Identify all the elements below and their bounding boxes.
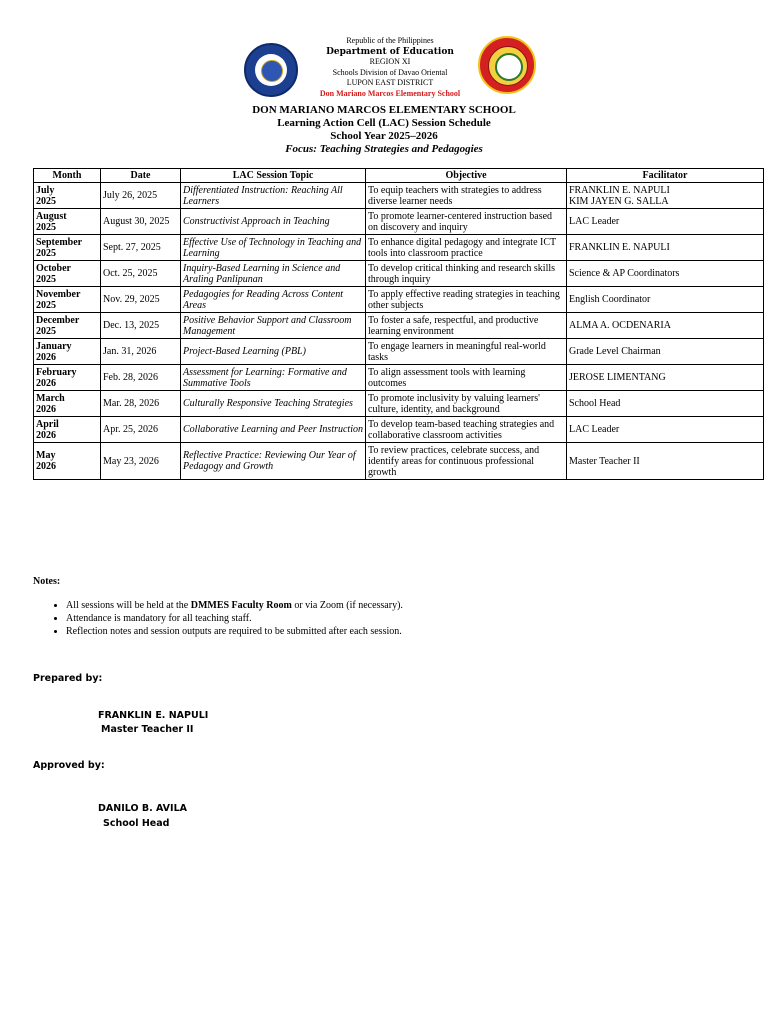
letterhead-republic: Republic of the Philippines bbox=[346, 36, 434, 45]
table-row bbox=[34, 183, 764, 209]
approved-by-label: Approved by: bbox=[33, 760, 105, 771]
prepared-by-name: FRANKLIN E. NAPULI bbox=[98, 710, 209, 721]
table-header-row bbox=[34, 169, 764, 183]
notes-heading: Notes: bbox=[33, 576, 61, 587]
list-item: • All sessions will be held at the DMMES Faculty Room or via Zoom (if necessary). bbox=[66, 599, 403, 612]
column-header-facilitator: Facilitator bbox=[567, 169, 764, 183]
prepared-by-title: Master Teacher II bbox=[101, 724, 194, 735]
letterhead-district: LUPON EAST DISTRICT bbox=[346, 78, 434, 87]
facilitator-cell: Grade Level Chairman bbox=[567, 339, 764, 365]
facilitator-cell: FRANKLIN E. NAPULI KIM JAYEN G. SALLA bbox=[567, 183, 764, 209]
month-cell: March 2026 bbox=[34, 391, 101, 417]
facilitator-cell: JEROSE LIMENTANG bbox=[567, 365, 764, 391]
date-cell: Jan. 31, 2026 bbox=[101, 339, 181, 365]
date-cell: Nov. 29, 2025 bbox=[101, 287, 181, 313]
objective-cell: To promote inclusivity by valuing learners' culture, identity, and background bbox=[366, 391, 567, 417]
objective-cell: To promote learner-centered instruction based on discovery and inquiry bbox=[366, 209, 567, 235]
lac-schedule-table bbox=[33, 168, 764, 480]
facilitator-cell: ALMA A. OCDENARIA bbox=[567, 313, 764, 339]
objective-cell: To equip teachers with strategies to address diverse learner needs bbox=[366, 183, 567, 209]
letterhead bbox=[290, 36, 490, 99]
letterhead-division: Schools Division of Davao Oriental bbox=[332, 67, 448, 77]
notes-list bbox=[48, 599, 403, 638]
facilitator-cell: School Head bbox=[567, 391, 764, 417]
month-cell: September 2025 bbox=[34, 235, 101, 261]
topic-cell: Positive Behavior Support and Classroom Management bbox=[181, 313, 366, 339]
month-cell: April 2026 bbox=[34, 417, 101, 443]
table-row bbox=[34, 261, 764, 287]
topic-cell: Assessment for Learning: Formative and Summative Tools bbox=[181, 365, 366, 391]
facilitator-cell: LAC Leader bbox=[567, 209, 764, 235]
table-row bbox=[34, 235, 764, 261]
document-title: Learning Action Cell (LAC) Session Schedule bbox=[277, 117, 491, 129]
date-cell: May 23, 2026 bbox=[101, 443, 181, 480]
month-cell: October 2025 bbox=[34, 261, 101, 287]
table-row bbox=[34, 391, 764, 417]
objective-cell: To enhance digital pedagogy and integrate ICT tools into classroom practice bbox=[366, 235, 567, 261]
topic-cell: Effective Use of Technology in Teaching and Learning bbox=[181, 235, 366, 261]
column-header-date: Date bbox=[101, 169, 181, 183]
topic-cell: Constructivist Approach in Teaching bbox=[181, 209, 366, 235]
topic-cell: Pedagogies for Reading Across Content Areas bbox=[181, 287, 366, 313]
school-name: DON MARIANO MARCOS ELEMENTARY SCHOOL bbox=[252, 104, 516, 116]
month-cell: November 2025 bbox=[34, 287, 101, 313]
table-row bbox=[34, 365, 764, 391]
objective-cell: To develop team-based teaching strategies and collaborative classroom activities bbox=[366, 417, 567, 443]
column-header-topic: LAC Session Topic bbox=[181, 169, 366, 183]
list-item: • Reflection notes and session outputs are required to be submitted after each session. bbox=[66, 625, 403, 638]
objective-cell: To review practices, celebrate success, and identify areas for continuous professional growth bbox=[366, 443, 567, 480]
month-cell: February 2026 bbox=[34, 365, 101, 391]
letterhead-region: REGION XI bbox=[369, 57, 411, 66]
focus-line: Focus: Teaching Strategies and Pedagogies bbox=[285, 143, 483, 155]
objective-cell: To develop critical thinking and research skills through inquiry bbox=[366, 261, 567, 287]
date-cell: July 26, 2025 bbox=[101, 183, 181, 209]
objective-cell: To apply effective reading strategies in teaching other subjects bbox=[366, 287, 567, 313]
letterhead-department: Department of Education bbox=[326, 46, 454, 57]
prepared-by-label: Prepared by: bbox=[33, 673, 103, 684]
table-row bbox=[34, 209, 764, 235]
date-cell: Oct. 25, 2025 bbox=[101, 261, 181, 287]
date-cell: August 30, 2025 bbox=[101, 209, 181, 235]
facilitator-cell: Master Teacher II bbox=[567, 443, 764, 480]
table-row bbox=[34, 313, 764, 339]
column-header-month: Month bbox=[34, 169, 101, 183]
table-row bbox=[34, 443, 764, 480]
month-cell: January 2026 bbox=[34, 339, 101, 365]
approved-by-title: School Head bbox=[103, 818, 170, 829]
venue-name: DMMES Faculty Room bbox=[190, 600, 292, 611]
approved-by-name: DANILO B. AVILA bbox=[98, 803, 187, 814]
month-cell: August 2025 bbox=[34, 209, 101, 235]
objective-cell: To engage learners in meaningful real-world tasks bbox=[366, 339, 567, 365]
topic-cell: Culturally Responsive Teaching Strategies bbox=[181, 391, 366, 417]
topic-cell: Differentiated Instruction: Reaching All Learners bbox=[181, 183, 366, 209]
facilitator-cell: FRANKLIN E. NAPULI bbox=[567, 235, 764, 261]
topic-cell: Collaborative Learning and Peer Instruction bbox=[181, 417, 366, 443]
date-cell: Apr. 25, 2026 bbox=[101, 417, 181, 443]
facilitator-cell: Science & AP Coordinators bbox=[567, 261, 764, 287]
month-cell: July 2025 bbox=[34, 183, 101, 209]
month-cell: May 2026 bbox=[34, 443, 101, 480]
table-row bbox=[34, 287, 764, 313]
facilitator-cell: LAC Leader bbox=[567, 417, 764, 443]
objective-cell: To align assessment tools with learning outcomes bbox=[366, 365, 567, 391]
table-row bbox=[34, 339, 764, 365]
objective-cell: To foster a safe, respectful, and productive learning environment bbox=[366, 313, 567, 339]
list-item: • Attendance is mandatory for all teaching staff. bbox=[66, 612, 403, 625]
letterhead-school: Don Mariano Marcos Elementary School bbox=[319, 88, 461, 98]
date-cell: Sept. 27, 2025 bbox=[101, 235, 181, 261]
document-title-block bbox=[0, 104, 768, 156]
school-year: School Year 2025–2026 bbox=[330, 130, 438, 142]
topic-cell: Project-Based Learning (PBL) bbox=[181, 339, 366, 365]
table-row bbox=[34, 417, 764, 443]
column-header-objective: Objective bbox=[366, 169, 567, 183]
topic-cell: Inquiry-Based Learning in Science and Araling Panlipunan bbox=[181, 261, 366, 287]
date-cell: Dec. 13, 2025 bbox=[101, 313, 181, 339]
topic-cell: Reflective Practice: Reviewing Our Year of Pedagogy and Growth bbox=[181, 443, 366, 480]
month-cell: December 2025 bbox=[34, 313, 101, 339]
facilitator-cell: English Coordinator bbox=[567, 287, 764, 313]
date-cell: Feb. 28, 2026 bbox=[101, 365, 181, 391]
date-cell: Mar. 28, 2026 bbox=[101, 391, 181, 417]
